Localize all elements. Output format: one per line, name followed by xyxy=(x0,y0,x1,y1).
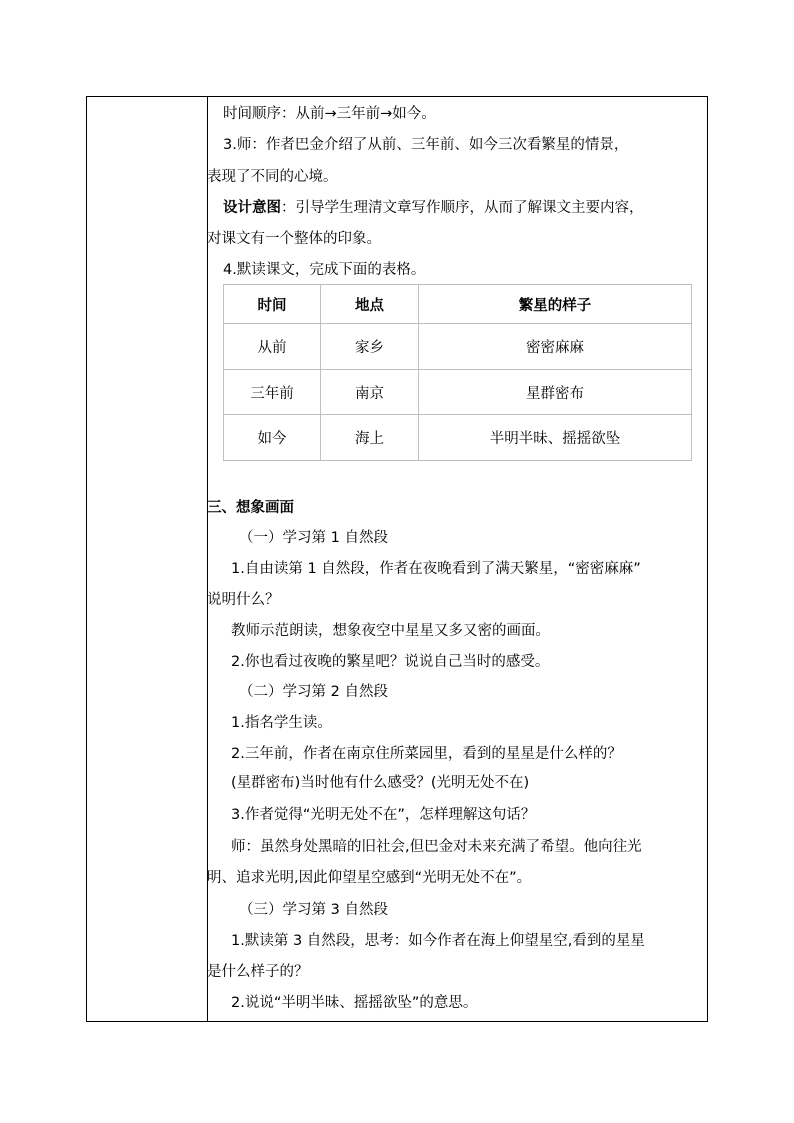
paragraph: 2.说说“半明半昧、摇摇欲坠”的意思。 xyxy=(231,995,478,1011)
paragraph: 对课文有一个整体的印象。 xyxy=(207,231,381,247)
table-cell: 星群密布 xyxy=(419,369,692,415)
paragraph: 是什么样子的？ xyxy=(207,964,309,980)
paragraph: 明、追求光明,因此仰望星空感到“光明无处不在”。 xyxy=(207,870,532,886)
paragraph: (星群密布)当时他有什么感受？(光明无处不在) xyxy=(231,775,530,791)
table-header-row xyxy=(224,285,692,324)
table-cell: 半明半昧、摇摇欲坠 xyxy=(419,415,692,461)
paragraph: 3.作者觉得“光明无处不在”，怎样理解这句话？ xyxy=(231,807,536,823)
table-cell: 密密麻麻 xyxy=(419,324,692,370)
table-row xyxy=(224,369,692,415)
section-title: 三、想象画面 xyxy=(207,500,294,516)
design-intent-label: 设计意图 xyxy=(223,200,281,216)
subsection-title: （二）学习第 2 自然段 xyxy=(239,684,388,700)
paragraph: 1.指名学生读。 xyxy=(231,715,332,731)
paragraph: 3.师：作者巴金介绍了从前、三年前、如今三次看繁星的情景， xyxy=(223,137,629,153)
star-observation-table xyxy=(223,284,692,461)
table-cell: 南京 xyxy=(321,369,419,415)
paragraph: 4.默读课文，完成下面的表格。 xyxy=(223,262,426,278)
table-cell: 三年前 xyxy=(224,369,321,415)
header-place: 地点 xyxy=(321,285,419,324)
paragraph: 2.三年前，作者在南京住所菜园里，看到的星星是什么样的？ xyxy=(231,746,622,762)
lesson-plan-table xyxy=(86,96,708,1022)
table-row xyxy=(224,324,692,370)
subsection-title: （三）学习第 3 自然段 xyxy=(239,902,388,918)
table-row xyxy=(224,415,692,461)
paragraph: 1.自由读第 1 自然段，作者在夜晚看到了满天繁星，“密密麻麻” xyxy=(231,561,641,577)
header-stars: 繁星的样子 xyxy=(419,285,692,324)
subsection-title: （一）学习第 1 自然段 xyxy=(239,530,388,546)
paragraph: 1.默读第 3 自然段，思考：如今作者在海上仰望星空,看到的星星 xyxy=(231,933,645,949)
design-intent-paragraph: 设计意图：引导学生理清文章写作顺序，从而了解课文主要内容， xyxy=(223,200,644,216)
paragraph: 说明什么？ xyxy=(207,592,280,608)
paragraph: 教师示范朗读，想象夜空中星星又多又密的画面。 xyxy=(231,623,550,639)
table-cell: 从前 xyxy=(224,324,321,370)
paragraph: 2.你也看过夜晚的繁星吧？说说自己当时的感受。 xyxy=(231,654,550,670)
header-time: 时间 xyxy=(224,285,321,324)
table-cell: 家乡 xyxy=(321,324,419,370)
paragraph: 时间顺序：从前→三年前→如今。 xyxy=(223,106,436,122)
paragraph: 表现了不同的心境。 xyxy=(207,169,338,185)
table-cell: 海上 xyxy=(321,415,419,461)
paragraph: 师：虽然身处黑暗的旧社会,但巴金对未来充满了希望。他向往光 xyxy=(231,839,642,855)
table-cell: 如今 xyxy=(224,415,321,461)
